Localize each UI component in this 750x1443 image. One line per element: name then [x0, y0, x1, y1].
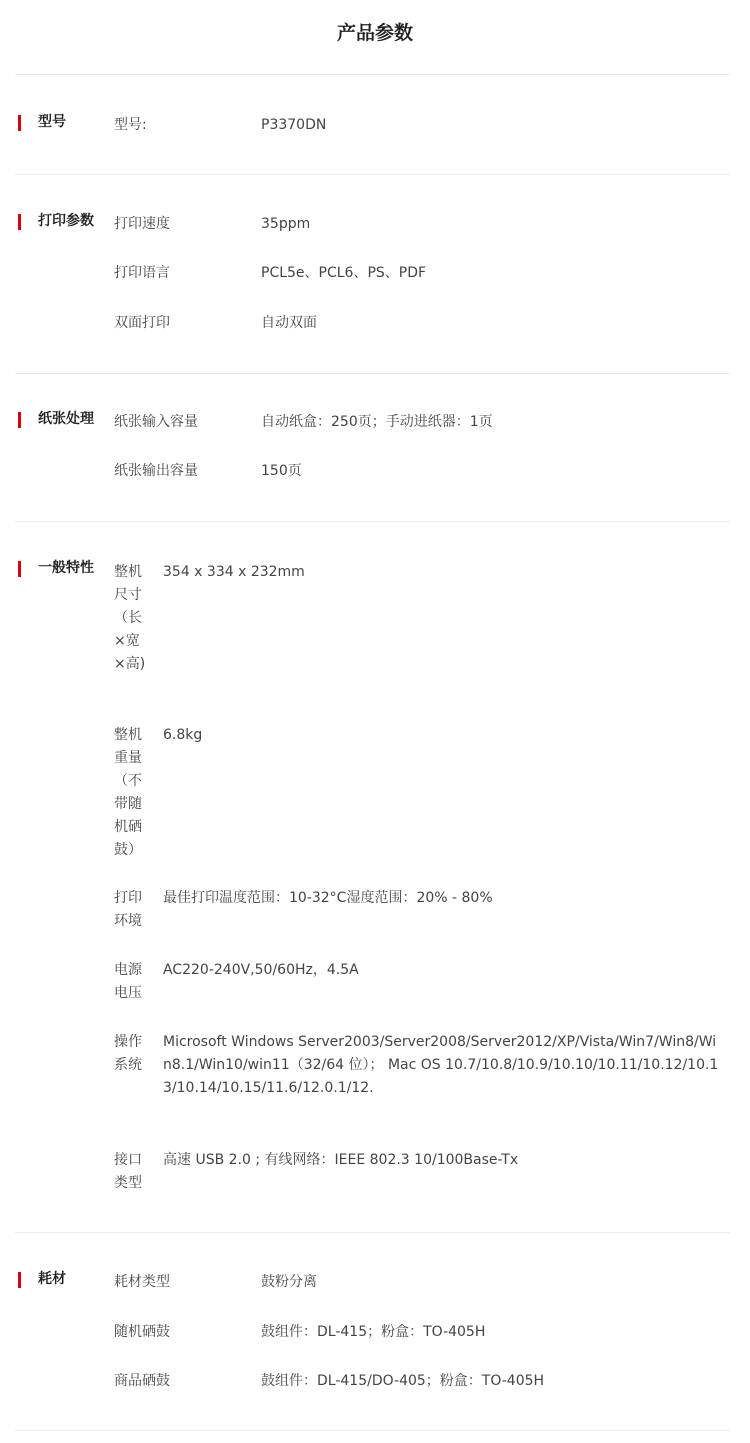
spec-value: P3370DN — [261, 117, 327, 133]
spec-value: Microsoft Windows Server2003/Server2008/Server2012/XP/Vista/Win7/Win8/Win8.1/Win10/win11（32/64 位）； Mac OS 10.7/10.8/10.9/10.10/10.11/10.12/10.13/10.14/10.15/11.6/12.0.1/12. — [163, 1034, 719, 1096]
spec-label: 接口类型 — [114, 1152, 142, 1191]
divider — [15, 1430, 730, 1431]
divider — [15, 74, 730, 75]
spec-value: 6.8kg — [163, 727, 203, 743]
spec-value: 鼓粉分离 — [261, 1274, 317, 1290]
section-title: 纸张处理 — [38, 411, 94, 427]
section-accent-bar — [18, 214, 21, 230]
divider — [15, 1232, 730, 1233]
spec-label: 商品硒鼓 — [114, 1373, 170, 1389]
section-accent-bar — [18, 412, 21, 428]
spec-value: 35ppm — [261, 216, 311, 232]
spec-value: 高速 USB 2.0 ; 有线网络：IEEE 802.3 10/100Base-Tx — [163, 1152, 519, 1168]
spec-label: 打印环境 — [114, 890, 142, 929]
spec-value: 150页 — [261, 463, 302, 479]
spec-label: 整机重量（不带随机硒鼓） — [114, 727, 142, 858]
divider — [15, 373, 730, 374]
spec-label: 整机尺寸（长×宽×高) — [114, 564, 146, 672]
spec-label: 随机硒鼓 — [114, 1324, 170, 1340]
spec-value: PCL5e、PCL6、PS、PDF — [261, 265, 427, 281]
page-title: 产品参数 — [336, 22, 413, 44]
divider — [15, 174, 730, 175]
spec-label: 操作系统 — [114, 1034, 142, 1073]
section-title: 型号 — [38, 114, 66, 130]
spec-label: 打印语言 — [114, 265, 170, 281]
spec-value: 最佳打印温度范围：10-32°C湿度范围：20% - 80% — [163, 890, 493, 906]
spec-label: 电源电压 — [114, 962, 142, 1001]
section-title: 一般特性 — [38, 560, 94, 576]
divider — [15, 521, 730, 522]
spec-value: AC220-240V,50/60Hz，4.5A — [163, 962, 359, 978]
spec-label: 纸张输入容量 — [114, 414, 198, 430]
spec-value: 鼓组件：DL-415；粉盒：TO-405H — [261, 1324, 486, 1340]
section-title: 打印参数 — [38, 213, 94, 229]
spec-label: 打印速度 — [114, 216, 170, 232]
spec-value: 自动纸盒：250页；手动进纸器：1页 — [261, 414, 493, 430]
section-accent-bar — [18, 561, 21, 577]
spec-value: 自动双面 — [261, 315, 317, 331]
section-title: 耗材 — [38, 1271, 66, 1287]
spec-label: 双面打印 — [114, 315, 170, 331]
spec-label: 型号: — [114, 117, 147, 133]
section-accent-bar — [18, 1272, 21, 1288]
spec-label: 纸张输出容量 — [114, 463, 198, 479]
spec-value: 354 x 334 x 232mm — [163, 564, 305, 580]
section-accent-bar — [18, 115, 21, 131]
spec-value: 鼓组件：DL-415/DO-405；粉盒：TO-405H — [261, 1373, 545, 1389]
spec-label: 耗材类型 — [114, 1274, 170, 1290]
